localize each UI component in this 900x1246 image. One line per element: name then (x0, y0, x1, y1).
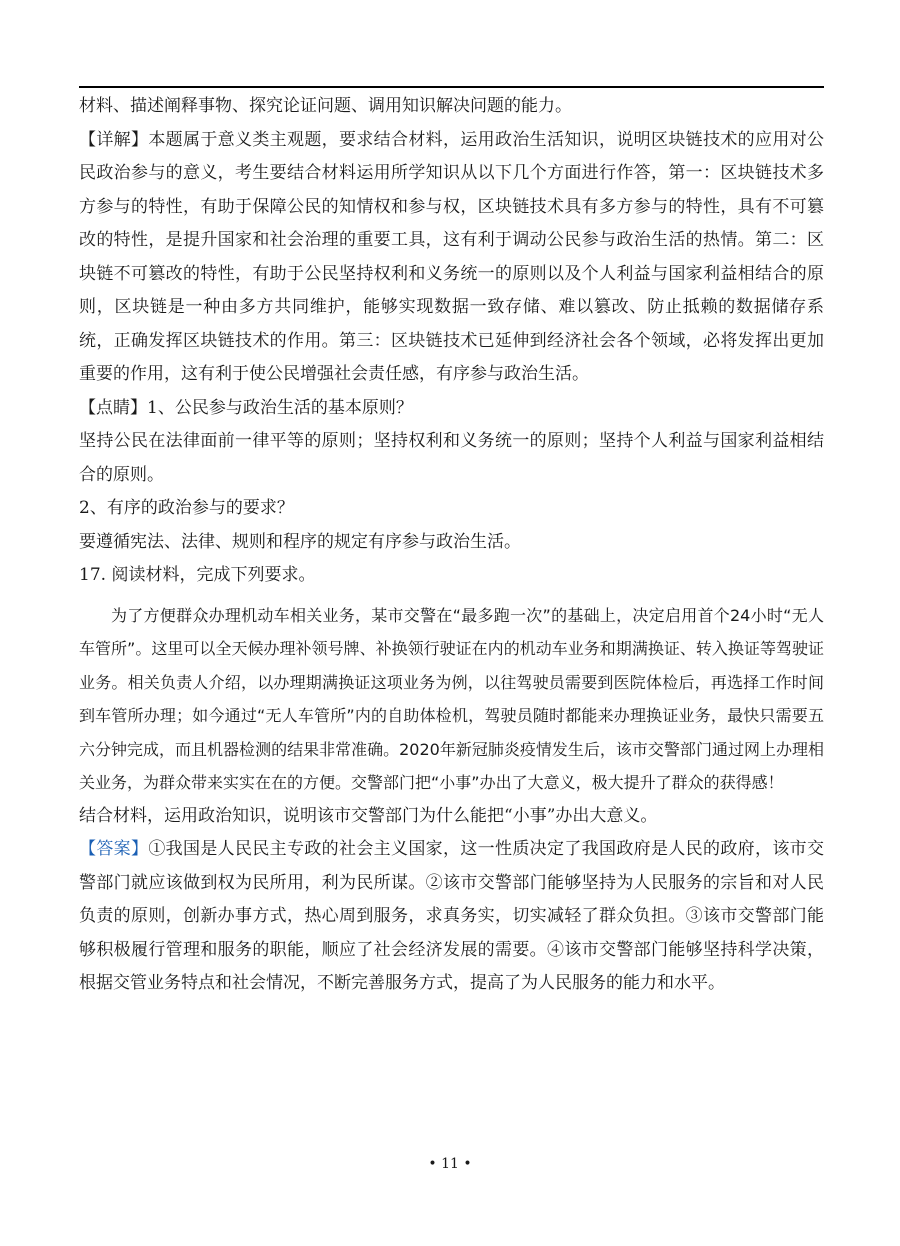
page-content (79, 90, 824, 1001)
tip-answer-2: 要遵循宪法、法律、规则和程序的规定有序参与政治生活。 (79, 531, 521, 552)
answer-tag: 【答案】 (79, 839, 149, 859)
answer-text: ①我国是人民民主专政的社会主义国家，这一性质决定了我国政府是人民的政府，该市交警部门就应该做到权为民所用，利为民所谋。②该市交警部门能够坚持为人民服务的宗旨和对人民负责的原则，创新办事方式，热心周到服务，求真务实，切实减轻了群众负担。③该市交警部门能够积极履行管理和服务的职能，顺应了社会经济发展的需要。④该市交警部门能够坚持科学决策，根据交管业务特点和社会情况，不断完善服务方式，提高了为人民服务的能力和水平。 (79, 839, 825, 993)
question-17-material: 为了方便群众办理机动车相关业务，某市交警在“最多跑一次”的基础上，决定启用首个24小时“无人车管所”。这里可以全天候办理补领号牌、补换领行驶证在内的机动车业务和期满换证、转入换证等驾驶证业务。相关负责人介绍，以办理期满换证这项业务为例，以往驾驶员需要到医院体检后，再选择工作时间到车管所办理；如今通过“无人车管所”内的自助体检机，驾驶员随时都能来办理换证业务，最快只需要五六分钟完成，而且机器检测的结果非常准确。2020年新冠肺炎疫情发生后，该市交警部门通过网上办理相关业务，为群众带来实实在在的方便。交警部门把“小事”办出了大意义，极大提升了群众的获得感！ (79, 605, 824, 792)
tip-question-1 (79, 392, 824, 426)
header-rule (79, 86, 824, 88)
answer-paragraph (79, 833, 824, 1001)
tip-tag: 【点睛】 (79, 397, 147, 418)
detail-text: 本题属于意义类主观题，要求结合材料，运用政治生活知识，说明区块链技术的应用对公民政治参与的意义，考生要结合材料运用所学知识从以下几个方面进行作答，第一：区块链技术多方参与的特性，有助于保障公民的知情权和参与权，区块链技术具有多方参与的特性，具有不可篡改的特性，是提升国家和社会治理的重要工具，这有利于调动公民参与政治生活的热情。第二：区块链不可篡改的特性，有助于公民坚持权利和义务统一的原则以及个人利益与国家利益相结合的原则，区块链是一种由多方共同维护，能够实现数据一致存储、难以篡改、防止抵赖的数据储存系统，正确发挥区块链技术的作用。第三：区块链技术已延伸到经济社会各个领域，必将发挥出更加重要的作用，这有利于使公民增强社会责任感，有序参与政治生活。 (79, 129, 825, 384)
tip-question-2: 2、有序的政治参与的要求？ (79, 498, 294, 518)
page-number: • 11 • (428, 1156, 472, 1172)
question-17-title: 17. 阅读材料，完成下列要求。 (79, 565, 316, 585)
detail-tag: 【详解】 (79, 129, 149, 150)
tip-q1-text: 1、公民参与政治生活的基本原则？ (147, 397, 413, 418)
question-17-prompt: 结合材料，运用政治知识，说明该市交警部门为什么能把“小事”办出大意义。 (79, 805, 658, 826)
continuation-text: 材料、描述阐释事物、探究论证问题、调用知识解决问题的能力。 (79, 96, 572, 116)
detail-paragraph (79, 124, 824, 392)
tip-answer-1: 坚持公民在法律面前一律平等的原则；坚持权利和义务统一的原则；坚持个人利益与国家利益相结合的原则。 (79, 431, 824, 485)
